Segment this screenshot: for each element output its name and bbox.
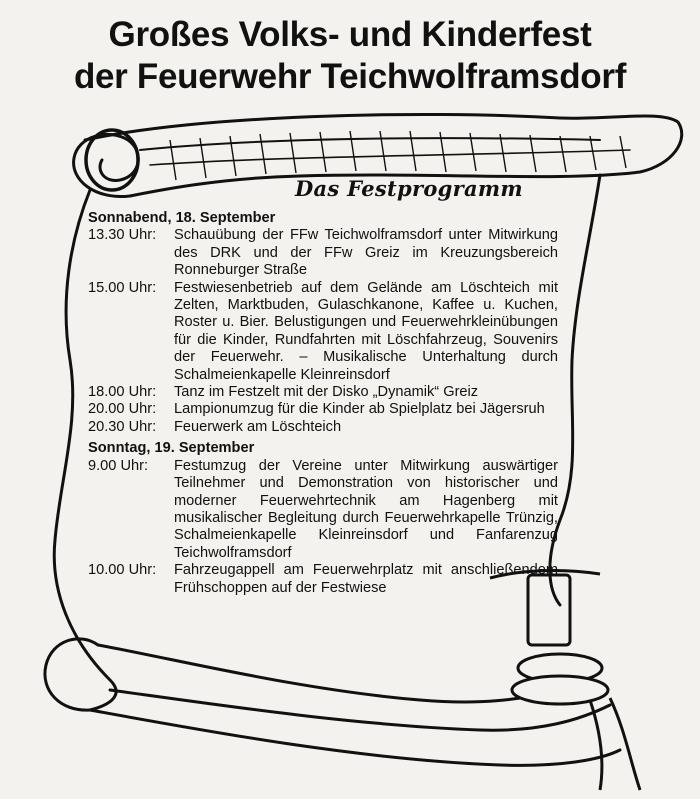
entry-text: Tanz im Festzelt mit der Disko „Dynamik“ Greiz <box>174 384 479 401</box>
program-subtitle: Das Festprogramm <box>295 176 523 201</box>
program-entry <box>88 401 558 418</box>
entry-time: 9.00 Uhr: <box>88 457 149 474</box>
program-entry <box>88 458 558 562</box>
entry-text: Festwiesenbetrieb auf dem Gelände am Löschteich mit Zelten, Marktbuden, Gulaschkanone, Kaffee u. Kuchen, Roster u. Bier. Belustigungen und Feuerwehrkleinübungen für die Kinder, Rundfahrten mit Löschfahrzeug, Souvenirs der Feuerwehr. – Musikalische Unterhaltung durch Schalmeienkapelle Kleinreinsdorf <box>174 279 558 383</box>
entry-text: Festumzug der Vereine unter Mitwirkung auswärtiger Teilnehmer und Demonstration von historischer und moderner Feuerwehrtechnik am Hagenberg mit musikalischer Begleitung durch Feuerwehrkapelle Trünzig, Schalmeienkapelle Kleinreinsdorf und Fanfarenzug Teichwolframsdorf <box>174 457 558 561</box>
entry-text: Schauübung der FFw Teichwolframsdorf unter Mitwirkung des DRK und der FFw Greiz im Kreuzungsbereich Ronneburger Straße <box>174 227 558 279</box>
program-entry <box>88 419 558 436</box>
day-heading-saturday: Sonnabend, 18. September <box>88 210 276 226</box>
entry-text: Feuerwerk am Löschteich <box>174 418 342 435</box>
entry-time: 20.30 Uhr: <box>88 418 157 435</box>
program-entry <box>88 227 558 279</box>
program-list <box>88 206 558 597</box>
entry-text: Lampionumzug für die Kinder ab Spielplatz bei Jägersruh <box>174 401 545 418</box>
program-entry <box>88 384 558 401</box>
program-entry <box>88 280 558 384</box>
entry-time: 10.00 Uhr: <box>88 562 157 579</box>
entry-time: 13.30 Uhr: <box>88 227 157 244</box>
headline-line-2: der Feuerwehr Teichwolframsdorf <box>73 57 627 96</box>
entry-time: 15.00 Uhr: <box>88 279 157 296</box>
day-heading-sunday: Sonntag, 19. September <box>88 440 255 457</box>
entry-time: 20.00 Uhr: <box>88 401 157 418</box>
entry-text: Fahrzeugappell am Feuerwehrplatz mit anschließendem Frühschoppen auf der Festwiese <box>174 562 558 596</box>
entry-time: 18.00 Uhr: <box>88 384 157 401</box>
headline-line-1: Großes Volks- und Kinderfest <box>108 15 592 54</box>
program-entry <box>88 562 558 597</box>
